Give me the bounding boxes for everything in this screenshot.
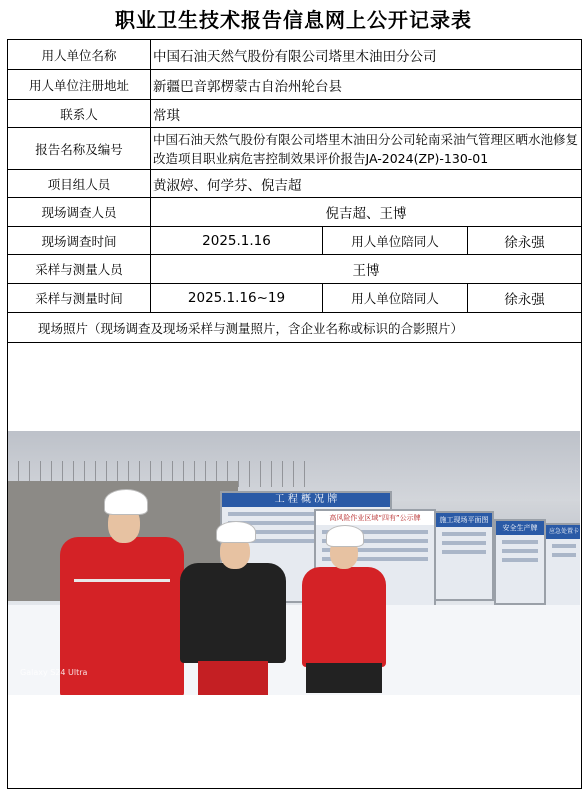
page-title: 职业卫生技术报告信息网上公开记录表 [115, 8, 472, 32]
survey-time-value: 2025.1.16 [151, 227, 323, 255]
site-photo [8, 431, 580, 695]
row-unit-name [8, 40, 582, 70]
photo-board-2: 高风险作业区域“四有”公示牌 [314, 509, 436, 617]
row-survey-time [8, 227, 582, 255]
record-table [7, 39, 582, 789]
sampling-escort-value: 徐永强 [468, 284, 582, 313]
sampling-time-label: 采样与测量时间 [8, 284, 151, 313]
report-value: 中国石油天然气股份有限公司塔里木油田分公司轮南采油气管理区晒水池修复改造项目职业病危害控制效果评价报告JA-2024(ZP)-130-01 [151, 128, 582, 170]
unit-address-label: 用人单位注册地址 [8, 70, 151, 100]
row-report [8, 128, 582, 170]
photo-board-4: 安全生产牌 [494, 519, 546, 605]
sampling-staff-value: 王博 [151, 255, 582, 284]
photo-watermark: Galaxy S24 Ultra [20, 668, 88, 677]
unit-name-value: 中国石油天然气股份有限公司塔里木油田分公司 [151, 40, 582, 70]
sampling-escort-label: 用人单位陪同人 [323, 284, 468, 313]
row-team [8, 170, 582, 198]
contact-value: 常琪 [151, 100, 582, 128]
row-photo [8, 343, 582, 789]
row-sampling-time [8, 284, 582, 313]
photo-board-1: 工 程 概 况 牌 [220, 491, 392, 603]
team-label: 项目组人员 [8, 170, 151, 198]
survey-time-label: 现场调查时间 [8, 227, 151, 255]
photo-board-5: 应急处置卡 [544, 523, 580, 607]
report-label: 报告名称及编号 [8, 128, 151, 170]
unit-name-label: 用人单位名称 [8, 40, 151, 70]
row-unit-address [8, 70, 582, 100]
photo-cell [8, 343, 582, 789]
unit-address-value: 新疆巴音郭楞蒙古自治州轮台县 [151, 70, 582, 100]
row-sampling-staff [8, 255, 582, 284]
photo-section-label: 现场照片（现场调查及现场采样与测量照片，含企业名称或标识的合影照片） [8, 313, 582, 343]
row-contact [8, 100, 582, 128]
sampling-time-value: 2025.1.16~19 [151, 284, 323, 313]
survey-staff-label: 现场调查人员 [8, 198, 151, 227]
sampling-staff-label: 采样与测量人员 [8, 255, 151, 284]
survey-escort-label: 用人单位陪同人 [323, 227, 468, 255]
survey-escort-value: 徐永强 [468, 227, 582, 255]
survey-staff-value: 倪吉超、王博 [151, 198, 582, 227]
contact-label: 联系人 [8, 100, 151, 128]
row-photo-header [8, 313, 582, 343]
photo-board-3: 施工现场平面图 [434, 511, 494, 601]
row-survey-staff [8, 198, 582, 227]
team-value: 黄淑婷、何学芬、倪吉超 [151, 170, 582, 198]
